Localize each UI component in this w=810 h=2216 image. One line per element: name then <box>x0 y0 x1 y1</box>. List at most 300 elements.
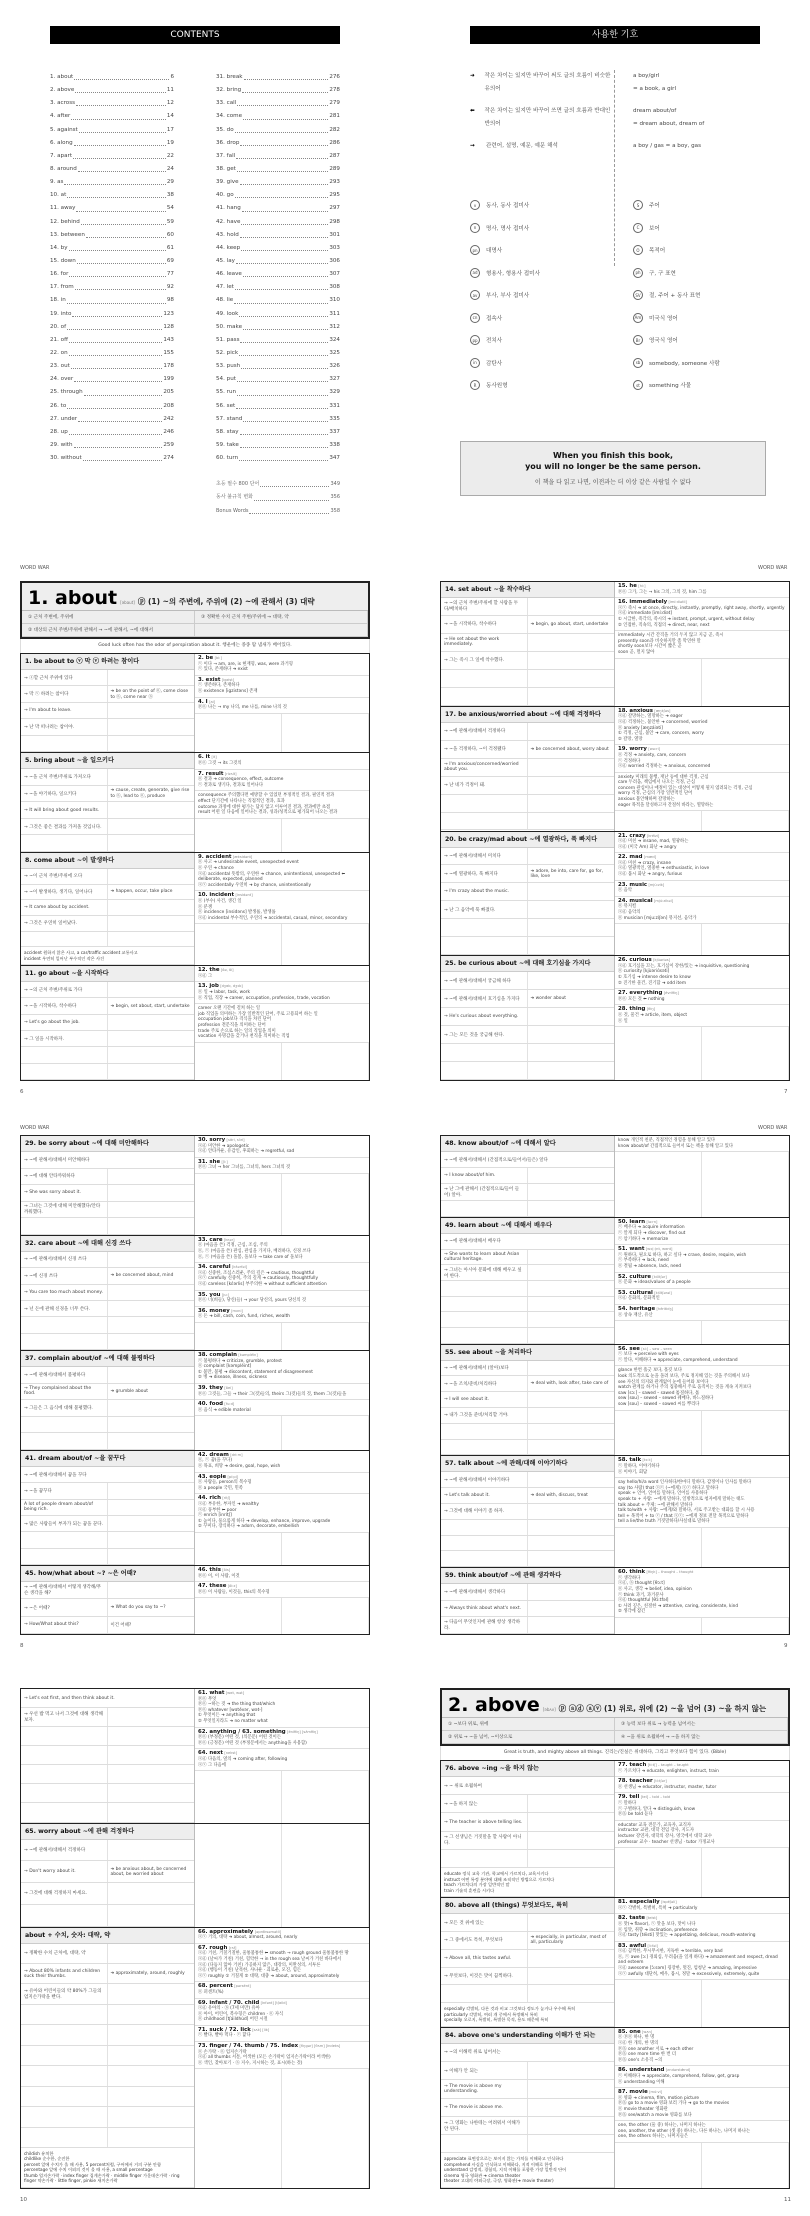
toc-item[interactable] <box>50 321 174 334</box>
empty-cells <box>615 659 789 706</box>
entry-row-synonym: ➜ grumble about <box>110 1388 148 1394</box>
word-phonetic: [sʌk] [lik] <box>252 2027 270 2032</box>
toc-item[interactable] <box>216 110 340 123</box>
word: 4. I <box>198 698 208 705</box>
toc-leader <box>83 452 163 461</box>
toc-label: 55. run <box>216 389 237 396</box>
entry-row-text: → 난 네가 걱정이 돼. <box>441 777 528 794</box>
chapter-phonetic: [əbaut] <box>120 600 135 605</box>
word-phonetic: [æŋkʃəs] <box>654 708 671 713</box>
entry-row <box>441 990 614 1008</box>
toc-item[interactable] <box>216 439 340 452</box>
toc-leader <box>235 281 328 290</box>
entry-row <box>21 1516 194 1532</box>
abbreviation-meaning: 동사원형 <box>486 383 508 390</box>
toc-item[interactable] <box>216 308 340 321</box>
toc-item[interactable] <box>216 281 340 294</box>
toc-item[interactable] <box>216 71 340 84</box>
entry-row <box>21 1803 194 1822</box>
toc-leader <box>67 321 162 330</box>
toc-leader <box>240 439 329 448</box>
toc-item[interactable] <box>50 281 174 294</box>
toc-item[interactable] <box>50 110 174 123</box>
toc-item[interactable] <box>50 176 174 189</box>
toc-page-number: 61 <box>166 244 174 251</box>
entry-row-text: → 그녀는 그것에 대해 미안해했다/안타까워했다. <box>21 1202 108 1218</box>
word-definition: ⓝ 사고 ➜ undesirable event, unexpected event <box>198 860 299 866</box>
notation-example-line: = a book, a girl <box>633 86 677 92</box>
word-phonetic: [mæd] <box>643 855 657 860</box>
toc-item[interactable] <box>50 84 174 97</box>
word-definition: ⓐⓓ 문화의, 문화적인 <box>618 1296 660 1302</box>
word-phonetic: [tiːtʃ] – taught – taught <box>647 1763 689 1767</box>
entry-row <box>21 2087 194 2107</box>
note-line: incident 우연히 일어난 부수적인 작은 사건 <box>24 955 105 961</box>
entry-row-text: → Above all, this tastes awful. <box>441 1950 528 1967</box>
entry-row-synonym <box>528 1968 615 1985</box>
toc-item[interactable] <box>50 426 174 439</box>
word-phonetic: [tɔːk] <box>642 1458 652 1463</box>
entry-row-text: → ~을 시작하다, 착수하다 <box>21 998 108 1013</box>
word-definition: ⓐⓓ 부유한, 부자인 ➜ wealthy <box>198 1501 259 1507</box>
entry-row-text: → 그는 모든 것을 궁금해 한다. <box>441 1026 528 1043</box>
empty-cell <box>702 1321 789 1343</box>
entry-row <box>441 795 614 813</box>
entry-row <box>441 1044 614 1062</box>
abbreviation-item <box>633 262 760 285</box>
entry-row <box>441 723 614 741</box>
toc-leader <box>69 242 166 251</box>
toc-leader <box>73 150 166 159</box>
word-block <box>615 1005 789 1027</box>
entry-row-text: → ⓢ할 근처 주위에 있다 <box>21 670 108 685</box>
note-line: lecturer 강연자, 대학의 강사, 영국에서 대학 교수 <box>618 1833 713 1839</box>
word: 73. finger / 74. thumb / 75. index <box>198 2043 299 2050</box>
toc-item[interactable] <box>216 202 340 215</box>
word: 67. rough <box>198 1944 228 1951</box>
note-line: one, the others 하나는, 나머지들은 <box>618 2134 689 2140</box>
word-definition: ⓐⓓ (날씨가 거친) 거친, 험악한 → in the rough sea 날씨가 거친 바다에서 <box>198 1956 342 1962</box>
word-definition: ⓐⓓ 음악의 <box>618 910 641 916</box>
word-definition: ① 걱정, 근심, 불안 ➜ care, concern, worry <box>618 731 704 737</box>
page-6 <box>20 581 370 1081</box>
entry-row-text <box>441 1044 528 1061</box>
word-definition: ⓐⓓ 미안한 ➜ apologetic <box>198 1143 250 1149</box>
entry-row <box>21 1015 194 1031</box>
toc-label: 30. without <box>50 455 82 462</box>
toc-item[interactable] <box>216 373 340 386</box>
entry-row-text <box>21 932 108 947</box>
word-block <box>195 1158 369 1174</box>
page-7 <box>440 581 790 1081</box>
entry-heading: 41. dream about/of ~을 꿈꾸다 <box>21 1451 194 1467</box>
note-line: tell + 목적어 + to ⓥ / that ⓢⓥ: ~에게 정보 전달 목적으로 말하다 <box>618 1513 749 1519</box>
toc-item[interactable] <box>50 202 174 215</box>
abbreviation-meaning: 구, 구 표현 <box>649 270 676 277</box>
toc-item[interactable] <box>216 360 340 373</box>
abbreviation-meaning: 미국식 영어 <box>649 315 678 322</box>
entry-row-synonym <box>528 1312 615 1327</box>
toc-item[interactable] <box>216 347 340 360</box>
toc-item[interactable] <box>50 216 174 229</box>
word-usage-notes <box>615 773 789 812</box>
toc-item[interactable] <box>216 321 340 334</box>
page-number: 6 <box>20 1089 24 1095</box>
abbreviation-meaning: 목적어 <box>649 248 666 255</box>
toc-item[interactable] <box>216 400 340 413</box>
toc-label: 19. into <box>50 310 72 317</box>
running-head: WORD WAR <box>758 565 788 571</box>
word-definition: ⓐⓥ carefully 신중히, 주의 깊게 ➜ cautiously, thoughtfully <box>198 1276 319 1282</box>
toc-item[interactable] <box>216 163 340 176</box>
entry-row <box>441 1601 614 1618</box>
toc-leader <box>240 176 329 185</box>
entry-left <box>21 1689 195 1823</box>
word: 60. think <box>618 1569 646 1576</box>
entry-row-text: → 그 영화는 나한테는 어려워서 이해가 안 된다. <box>441 2117 528 2134</box>
toc-page-number: 77 <box>166 271 174 278</box>
toc-item[interactable] <box>216 386 340 399</box>
empty-cells <box>195 714 369 753</box>
word-definition: ⓝ childhood [tʃáildhùd] 어린 시절 <box>198 2017 268 2023</box>
toc-item[interactable] <box>50 229 174 242</box>
notation-example <box>633 70 760 96</box>
word-definition: ⓥ 결과로 생기다, 결과로 일어나다 <box>198 782 264 788</box>
toc-label: 31. break <box>216 74 243 80</box>
word-definition: ⓥ 알다, 이해하다 ➜ appreciate, comprehend, understand <box>618 1357 738 1363</box>
entry-row-synonym <box>528 1914 615 1931</box>
word-block <box>615 897 789 924</box>
toc-leader <box>236 150 328 159</box>
toc-label: 46. leave <box>216 271 242 278</box>
entry-row-text: → ~에 관해서/대해서 미안해하다 <box>24 1157 90 1163</box>
word: 36. money <box>198 1307 230 1314</box>
entry-left <box>21 1566 195 1634</box>
toc-page-number: 312 <box>329 323 340 330</box>
toc-page-number: 11 <box>166 87 174 94</box>
toc-item[interactable] <box>50 294 174 307</box>
toc-item[interactable] <box>216 150 340 163</box>
toc-item[interactable] <box>50 189 174 202</box>
entry-right <box>615 1218 789 1344</box>
entry-row-synonym <box>528 1062 615 1079</box>
toc-extra-item[interactable] <box>216 505 340 518</box>
toc-leader <box>69 268 166 277</box>
word-block <box>615 1942 789 1981</box>
toc-item[interactable] <box>50 255 174 268</box>
toc-item[interactable] <box>50 334 174 347</box>
entry-row <box>21 1047 194 1063</box>
entry-row-text: → 그들은 그 음식에 대해 불평했다. <box>21 1400 108 1416</box>
entry-row <box>21 1708 194 1727</box>
word: 31. she <box>198 1158 221 1165</box>
toc-leader <box>237 386 328 395</box>
entry-right <box>195 1689 369 1823</box>
word-block <box>615 956 789 989</box>
word-phonetic: [əprɑ́ksəmətli] <box>254 1929 282 1934</box>
toc-label: 20. of <box>50 323 67 330</box>
toc-item[interactable] <box>216 189 340 202</box>
toc-item[interactable] <box>50 439 174 452</box>
empty-cells <box>615 811 789 830</box>
entry-row-synonym: ➜ wonder about <box>530 996 566 1002</box>
word-phonetic: [mjúːzikəl] <box>654 898 673 903</box>
toc-item[interactable] <box>216 176 340 189</box>
word-definition: ⓝ 영화 ➜ cinema, film, motion picture <box>618 2095 700 2101</box>
empty-cells <box>615 1980 789 2027</box>
note-line: thumb 엄지손가락 · index finger 집게손가락 · middle finger 가운데손가락 · ring finger 약손가락 · little finger, pinkie 새끼손가락 <box>24 2172 180 2184</box>
notation-example <box>633 140 760 153</box>
abbreviation-item <box>470 307 615 330</box>
abbreviation-item <box>470 329 615 352</box>
toc-item[interactable] <box>216 137 340 150</box>
toc-page-number: 29 <box>166 179 174 186</box>
toc-leader <box>74 439 163 448</box>
empty-cell <box>282 1043 369 1080</box>
toc-item[interactable] <box>50 347 174 360</box>
toc-item[interactable] <box>50 163 174 176</box>
entry-row <box>441 1328 614 1344</box>
word-definition: ② 진기한 물건, 진기함 ➜ odd item <box>618 980 687 986</box>
word-definition: ⓐⓓ 열광적인, 열중한 ➜ enthusiastic, in love <box>618 866 710 872</box>
note-line: anxious 불안해하며 갈망하는 <box>618 797 675 803</box>
note-line: percent 앞에 수치가 올 때 사용, 5 percent처럼, 구어에서 거의 구분 안함 <box>24 2161 161 2167</box>
word-definition: ⓝ complaint [kəmpléint] <box>198 1364 252 1370</box>
entry-row-synonym <box>108 2046 195 2065</box>
empty-cell <box>195 1824 282 1927</box>
toc-item[interactable] <box>216 124 340 137</box>
toc-page-number: 54 <box>166 205 174 212</box>
word-definition: ⓐⓓ careless [kɛ́ərlis] 부주의한 ➜ without sufficient attention <box>198 1281 327 1287</box>
toc-item[interactable] <box>50 268 174 281</box>
entry-row <box>441 1950 614 1968</box>
entry-row <box>21 1582 194 1599</box>
entry-right <box>615 832 789 956</box>
entry-row-text: → ~에 관해서/대해서 걱정하다 <box>21 1840 108 1861</box>
chapter-sense <box>195 624 368 637</box>
entry-row-text: → About 80% infants and children suck their thumbs. <box>21 1964 108 1983</box>
entry-row <box>441 670 614 688</box>
toc-item[interactable] <box>216 452 340 465</box>
entry-row-synonym <box>528 1328 615 1343</box>
entry-frame <box>20 653 370 1081</box>
entry-row-synonym <box>108 2005 195 2024</box>
word-definition: ⓐⓓ 몹시 화난 ➜ angry, furious <box>618 872 683 878</box>
empty-cells <box>195 2069 369 2188</box>
word-phonetic: [ðiːz] <box>227 1584 237 1589</box>
entry-row-text <box>441 1551 528 1566</box>
toc-label: 36. drop <box>216 139 240 146</box>
entry-row <box>441 1376 614 1392</box>
toc-item[interactable] <box>50 373 174 386</box>
toc-item[interactable] <box>50 400 174 413</box>
toc-page-number: 259 <box>163 441 174 448</box>
toc-item[interactable] <box>50 124 174 137</box>
entry-left <box>441 2028 615 2188</box>
entry-left-notes <box>441 1868 614 1897</box>
entry-heading: 76. above ~ing ~을 하지 않는 <box>441 1761 614 1777</box>
entry-row-synonym <box>528 1950 615 1967</box>
toc-item[interactable] <box>50 97 174 110</box>
word-definition: ⓐⓥ 각별히, 특별히, 특히 ➜ particularly <box>618 1905 698 1911</box>
toc-item[interactable] <box>216 229 340 242</box>
entry-row-synonym <box>108 1784 195 1802</box>
toc-label: 10. at <box>50 192 67 199</box>
toc-item[interactable] <box>216 294 340 307</box>
page-11 <box>440 1688 790 2189</box>
toc-item[interactable] <box>50 71 174 84</box>
toc-item[interactable] <box>216 413 340 426</box>
toc-extra-item[interactable] <box>216 478 340 491</box>
toc-label: 22. on <box>50 349 68 356</box>
entry-row <box>21 1765 194 1784</box>
entry-right <box>615 1898 789 2027</box>
entry-row-text <box>21 1746 108 1764</box>
note-line: trade 주로 손으로 하는 일의 직업을 의미 <box>198 1028 276 1034</box>
entry-row-text <box>441 1520 528 1535</box>
entry-row <box>21 769 194 785</box>
word-definition: ② 꾸미다, 장식하다 ➜ adorn, decorate, embellish <box>198 1524 300 1530</box>
chapter-header <box>20 581 370 639</box>
entry-row-synonym: ➜ deal with, discuss, treat <box>530 1493 588 1499</box>
toc-extra-item[interactable] <box>216 491 340 504</box>
toc-page-number: 347 <box>329 455 340 462</box>
toc-item[interactable] <box>50 360 174 373</box>
entry-block <box>21 1566 369 1634</box>
word: 87. movie <box>618 2089 648 2096</box>
toc-label: 44. keep <box>216 244 241 251</box>
toc-leader <box>84 386 163 395</box>
word-block <box>195 698 369 714</box>
toc-label: 51. pass <box>216 336 240 343</box>
toc-item[interactable] <box>216 97 340 110</box>
toc-page-number: 311 <box>329 310 340 317</box>
toc-page-number: 155 <box>163 349 174 356</box>
word: 23. music <box>618 881 648 888</box>
word-definition: ⓟⓝ 이, 이 사람, 이것 <box>198 1573 240 1579</box>
empty-cell <box>195 1771 282 1822</box>
entry-row <box>441 616 614 634</box>
word-phonetic: [kʌ́ltʃərəl] <box>654 1290 672 1295</box>
toc-item[interactable] <box>216 242 340 255</box>
toc-item[interactable] <box>50 452 174 465</box>
toc-item[interactable] <box>50 137 174 150</box>
entry-row-text: → The movie is above me. <box>441 2099 528 2116</box>
word-definition: ⓐⓓ 끔찍한, 무시무시한, 지독한 ➜ terrible, very bad <box>618 1949 723 1955</box>
toc-leader <box>239 452 328 461</box>
toc-item[interactable] <box>50 308 174 321</box>
word-phonetic: [ðə, ði] <box>220 968 234 973</box>
entry-row-text: → ~에 관해서/대해서 신경 쓰다 <box>21 1252 108 1267</box>
word-definition: ⓥ 빨다, 빨아 먹다 · ⓥ 핥다 <box>198 2033 251 2039</box>
entry-left <box>441 1761 615 1897</box>
entry-row <box>441 1392 614 1408</box>
entry-row-synonym <box>528 1601 615 1617</box>
toc-item[interactable] <box>216 255 340 268</box>
word-definition: ⓐⓓ 안타까운, 유감인, 후회하는 ➜ regretful, sad <box>198 1149 295 1155</box>
toc-item[interactable] <box>50 242 174 255</box>
toc-page-number: 289 <box>329 165 340 172</box>
word: 78. teacher <box>618 1778 653 1785</box>
empty-cell <box>702 924 789 955</box>
word-definition: ⓝ 입맛, 취향 ➜ inclination, preference <box>618 1927 698 1933</box>
word-block <box>195 1566 369 1582</box>
word-phonetic: [ləːrn] <box>646 1219 658 1224</box>
word-phonetic: [ínfənt] [tʃaild] <box>260 2000 287 2005</box>
entry-left <box>441 956 615 1080</box>
entry-row-text <box>441 1297 528 1312</box>
empty-cell <box>195 1174 282 1235</box>
toc-leader <box>241 242 328 251</box>
entry-right <box>615 1568 789 1634</box>
word-definition: know 개인적 친분, 직접적인 경험을 통해 알고 있다 <box>618 1138 715 1143</box>
word-definition: ① 호기심 ➜ intense desire to know <box>618 975 691 981</box>
abbreviation-item <box>470 352 615 375</box>
note-line: vocation 사명감을 갖거나 천직을 의미하는 직업 <box>198 1034 290 1040</box>
toc-item[interactable] <box>216 268 340 281</box>
entry-block <box>441 707 789 832</box>
empty-cell <box>282 714 369 753</box>
word-phonetic: [fuːd] <box>224 1402 235 1407</box>
entry-row-text: → 난 그에 관해서 (간접적으로/들어 들어) 알아. <box>441 1184 528 1199</box>
entry-row <box>441 1584 614 1601</box>
word-definition: ⓐⓓ worried 걱정하는 ➜ anxious, concerned <box>618 764 711 770</box>
entry-row-text <box>441 1062 528 1079</box>
entry-row-synonym: ➜ begin, set about, start, undertake <box>110 1003 190 1009</box>
entry-row-synonym <box>528 883 615 900</box>
toc-item[interactable] <box>216 334 340 347</box>
toc-item[interactable] <box>216 84 340 97</box>
toc-item[interactable] <box>50 413 174 426</box>
toc-item[interactable] <box>216 426 340 439</box>
entry-row <box>441 1813 614 1831</box>
chapter-meaning: ⓟ (1) ~의 주변에, 주위에 (2) ~에 관해서 (3) 대략 <box>137 597 315 606</box>
entry-row <box>441 688 614 706</box>
note-line: care 두려움, 책임에서 나오는 걱정, 근심 <box>618 780 695 786</box>
entry-row-synonym <box>528 1008 615 1025</box>
word-definition: ⓝ 손가락 · ⓝ 엄지손가락 <box>198 2049 247 2055</box>
word-definition: ⓝ, ⓥ (마음을 쓴) 관심, 관심을 가지다, 배려하다, 신경 쓰다 <box>198 1248 311 1254</box>
toc-leader <box>249 505 329 514</box>
entry-row <box>441 972 614 990</box>
entry-heading: about + 수치, 숫자: 대략, 약 <box>21 1928 194 1944</box>
entry-row-synonym <box>556 1234 614 1249</box>
toc-label: 38. get <box>216 165 236 172</box>
entry-row <box>441 1472 614 1488</box>
entry-row-synonym: ➜ be concerned about, worry about <box>530 746 609 752</box>
word-block <box>195 1400 369 1416</box>
toc-leader <box>69 426 163 435</box>
toc-item[interactable] <box>216 216 340 229</box>
entry-row-synonym <box>108 2066 195 2085</box>
note-line: saw [sɔː] – sawed – sawed 톱질하다, 톱 <box>618 1390 700 1396</box>
toc-label: 60. turn <box>216 455 239 462</box>
chapter-phonetic: [əbʌv] <box>542 1707 556 1712</box>
entry-block <box>441 1136 789 1218</box>
word-phonetic: [múːvi] <box>649 2090 663 2095</box>
word: 27. everything <box>618 990 663 997</box>
toc-item[interactable] <box>50 150 174 163</box>
entry-row-synonym <box>556 2044 614 2061</box>
toc-item[interactable] <box>50 386 174 399</box>
toc-page-number: 242 <box>163 415 174 422</box>
word-definition: ⓝ 사람들, person의 복수형 <box>198 1480 252 1486</box>
word-block <box>615 1793 789 1820</box>
word-phonetic: [sɑ́ri, sɔ́ri] <box>226 1138 245 1142</box>
entry-row <box>21 916 194 932</box>
entry-right <box>615 707 789 831</box>
entry-row-synonym: ➜ be anxious about, be concerned about, be worried about <box>110 1866 187 1877</box>
